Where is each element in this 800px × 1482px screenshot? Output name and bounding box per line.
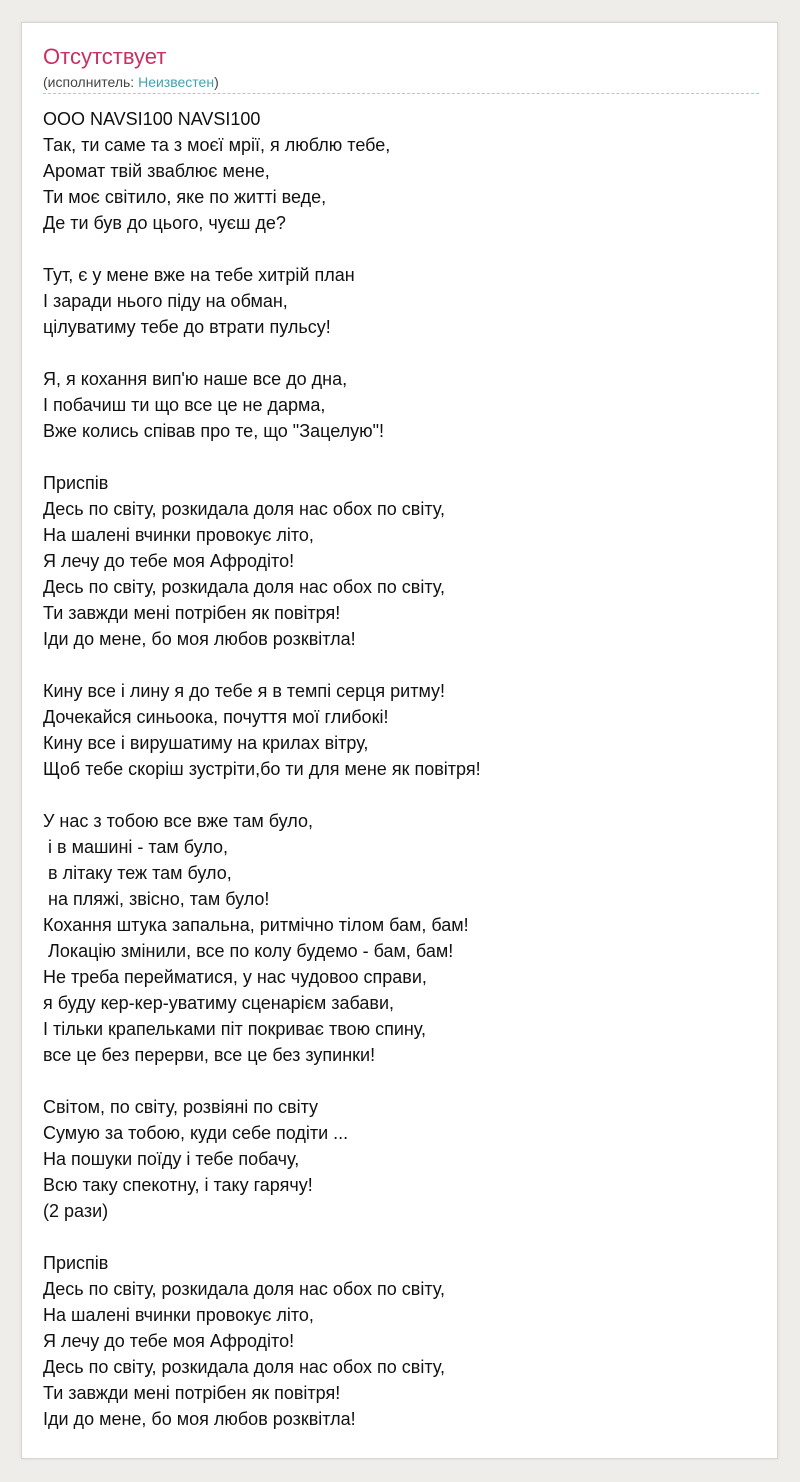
lyric-line: І побачиш ти що все це не дарма, — [43, 395, 326, 415]
lyric-line: я буду кер-кер-уватиму сценарієм забави, — [43, 993, 395, 1013]
lyric-line: Не треба перейматися, у нас чудовоо справи, — [43, 967, 427, 987]
lyric-line: Кину все і лину я до тебе я в темпі серця ритму! — [43, 681, 446, 701]
lyric-line: Я лечу до тебе моя Афродіто! — [43, 551, 295, 571]
lyric-line — [43, 444, 759, 470]
lyric-line: і в машині - там було, — [43, 837, 229, 857]
lyric-line: Дочекайся синьоока, почуття мої глибокі! — [43, 707, 389, 727]
lyric-line: все це без перерви, все це без зупинки! — [43, 1045, 376, 1065]
artist-link[interactable]: Неизвестен — [138, 74, 215, 90]
lyric-line: Я, я кохання вип'ю наше все до дна, — [43, 369, 348, 389]
lyric-line: Десь по світу, розкидала доля нас обох по світу, — [43, 1357, 445, 1377]
lyric-line: Іди до мене, бо моя любов розквітла! — [43, 629, 356, 649]
lyric-line: Тут, є у мене вже на тебе хитрій план — [43, 265, 355, 285]
lyric-line: Кину все і вирушатиму на крилах вітру, — [43, 733, 369, 753]
lyric-line: Ти завжди мені потрібен як повітря! — [43, 1383, 341, 1403]
lyric-line: Сумую за тобою, куди себе подіти ... — [43, 1123, 349, 1143]
lyric-line: На пошуки поїду і тебе побачу, — [43, 1149, 300, 1169]
lyric-line: У нас з тобою все вже там було, — [43, 811, 313, 831]
lyric-line: Іди до мене, бо моя любов розквітла! — [43, 1409, 356, 1429]
artist-suffix: ) — [214, 74, 219, 90]
lyric-line: Десь по світу, розкидала доля нас обох по світу, — [43, 499, 445, 519]
lyric-line — [43, 652, 759, 678]
lyric-line: Аромат твій зваблює мене, — [43, 161, 270, 181]
lyric-line — [43, 340, 759, 366]
lyric-line: (2 рази) — [43, 1201, 109, 1221]
lyric-line: в літаку теж там було, — [43, 863, 232, 883]
lyric-line: Всю таку спекотну, і таку гарячу! — [43, 1175, 313, 1195]
lyrics-text — [43, 106, 759, 1432]
lyric-line: Приспів — [43, 473, 109, 493]
lyric-line: Де ти був до цього, чуєш де? — [43, 213, 286, 233]
lyric-line — [43, 782, 759, 808]
lyric-line: Ти моє світило, яке по житті веде, — [43, 187, 327, 207]
lyric-line: На шалені вчинки провокує літо, — [43, 525, 314, 545]
lyric-line: Локацію змінили, все по колу будемо - бам, бам! — [43, 941, 454, 961]
lyric-line: І тільки крапельками піт покриває твою спину, — [43, 1019, 427, 1039]
lyric-line — [43, 1224, 759, 1250]
lyric-line: OOO NAVSI100 NAVSI100 — [43, 109, 261, 129]
lyric-line: Я лечу до тебе моя Афродіто! — [43, 1331, 295, 1351]
artist-line — [43, 74, 219, 91]
lyric-line: Світом, по світу, розвіяні по світу — [43, 1097, 319, 1117]
title-divider — [43, 93, 759, 94]
lyric-line: цілуватиму тебе до втрати пульсу! — [43, 317, 331, 337]
lyric-line: І заради нього піду на обман, — [43, 291, 288, 311]
lyric-line: На шалені вчинки провокує літо, — [43, 1305, 314, 1325]
lyric-line: на пляжі, звісно, там було! — [43, 889, 270, 909]
lyrics-card — [21, 22, 778, 1459]
lyric-line — [43, 1068, 759, 1094]
song-title: Отсутствует — [43, 44, 167, 69]
lyric-line: Вже колись співав про те, що "Зацелую"! — [43, 421, 384, 441]
lyric-line: Десь по світу, розкидала доля нас обох по світу, — [43, 1279, 445, 1299]
lyric-line — [43, 236, 759, 262]
lyric-line: Щоб тебе скоріш зустріти,бо ти для мене як повітря! — [43, 759, 481, 779]
lyric-line: Приспів — [43, 1253, 109, 1273]
artist-prefix: (исполнитель: — [43, 74, 139, 90]
lyric-line: Так, ти саме та з моєї мрії, я люблю тебе, — [43, 135, 391, 155]
lyric-line: Ти завжди мені потрібен як повітря! — [43, 603, 341, 623]
lyric-line: Десь по світу, розкидала доля нас обох по світу, — [43, 577, 445, 597]
lyric-line: Кохання штука запальна, ритмічно тілом бам, бам! — [43, 915, 469, 935]
